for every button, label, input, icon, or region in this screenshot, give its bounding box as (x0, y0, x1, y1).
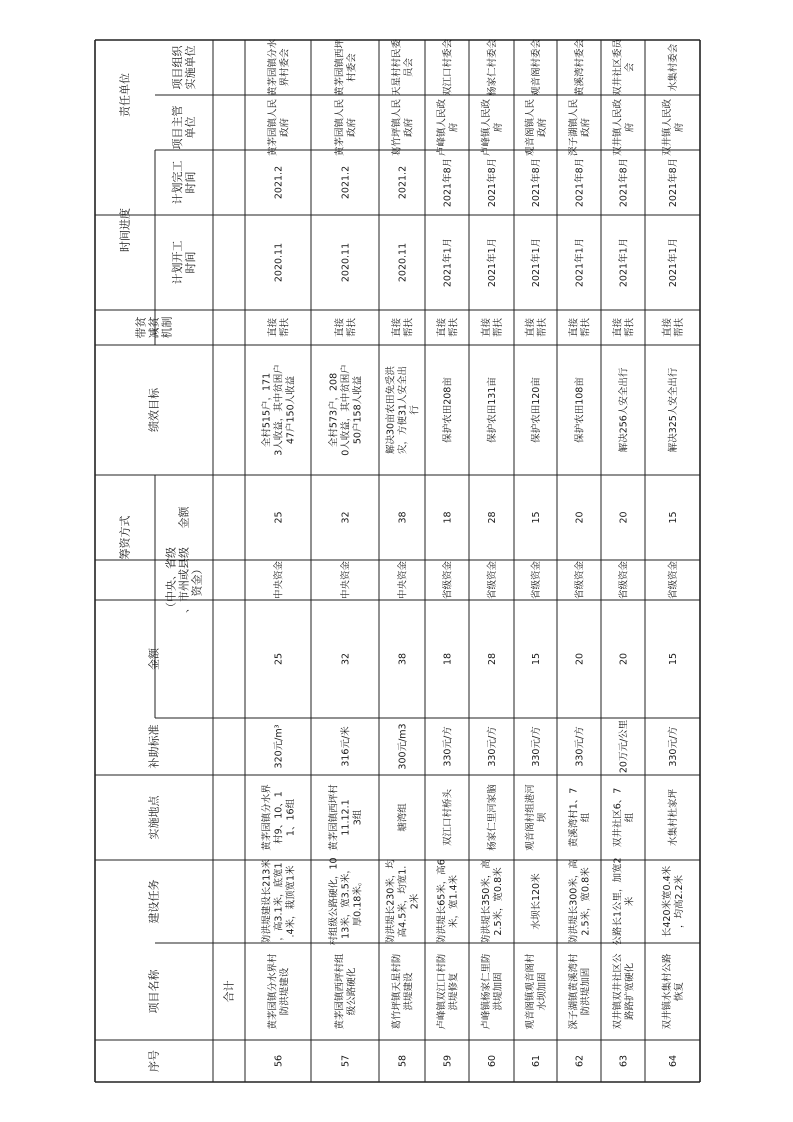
row-start: 2020.11 (273, 242, 285, 283)
row-org: 黄溪湾村委会 (574, 38, 586, 97)
row-dept: 卢峰镇人民政府 (436, 98, 460, 157)
row-target: 解决256人安全出行 (618, 367, 630, 453)
row-start: 2021年1月 (487, 237, 498, 288)
row-start: 2020.11 (397, 242, 409, 283)
row-mechanism: 直接帮扶 (662, 317, 685, 338)
row-mechanism: 直接帮扶 (334, 317, 358, 338)
row-end: 2021年8月 (574, 157, 586, 208)
header-resp-group: 责任单位 (118, 73, 132, 117)
row-amount: 25 (273, 652, 285, 666)
row-end: 2021年8月 (618, 157, 630, 208)
row-target: 保护农田131亩 (487, 377, 498, 443)
row-org: 黄茅园镇西坪村委会 (334, 38, 358, 97)
row-fund: 15 (668, 511, 679, 524)
row-source: 中央资金 (340, 560, 352, 600)
row-name: 黄茅园镇分水界村防洪堤建设 (267, 953, 291, 1030)
row-org: 黄茅园镇分水界村委会 (267, 38, 291, 97)
row-source: 省级资金 (618, 560, 630, 600)
row-name: 双井镇双井社区公路路扩宽硬化 (612, 953, 636, 1030)
row-source: 省级资金 (487, 560, 498, 600)
row-source: 省级资金 (668, 560, 679, 600)
row-amount: 15 (531, 652, 542, 666)
row-end: 2021年8月 (531, 157, 542, 208)
header-org: 项目组织实施单位 (171, 45, 197, 90)
row-mechanism: 直接帮扶 (525, 317, 548, 338)
row-standard: 316元/米 (340, 726, 352, 767)
row-target: 全村573户，2080人收益，其中贫困户50户158人收益 (328, 364, 364, 456)
row-seq: 61 (531, 1054, 542, 1068)
row-dept: 葛竹坪镇人民政府 (391, 98, 415, 157)
row-location: 黄茅园镇分水界村9、10、11、16组 (261, 784, 297, 851)
row-mechanism: 直接帮扶 (568, 317, 592, 338)
row-name: 卢峰镇双江口村防洪堤修复 (436, 953, 460, 1030)
header-funding-amount: 金额 (177, 506, 191, 529)
row-standard: 20万元/公里 (618, 719, 630, 774)
row-name: 深子湖镇黄溪湾村防洪堤加固 (568, 953, 592, 1030)
row-task: 防洪堤长300米，高2.5米，宽0.8米 (568, 859, 592, 944)
row-seq: 63 (618, 1054, 630, 1068)
header-dept: 项目主管单位 (171, 105, 197, 150)
row-location: 双井社区6、7组 (612, 787, 636, 848)
header-location: 实施地点 (147, 795, 161, 840)
header-mechanism: 带贫减贫机制 (134, 316, 174, 339)
header-time-group: 时间进度 (118, 208, 132, 252)
row-standard: 320元/m³ (273, 724, 285, 769)
row-name: 观音阁镇观音阁村水坝加固 (525, 953, 548, 1030)
row-end: 2021.2 (273, 165, 285, 200)
row-target: 保护农田120亩 (531, 377, 542, 443)
row-seq: 57 (340, 1054, 352, 1068)
header-task: 建设任务 (147, 879, 161, 924)
row-amount: 20 (618, 652, 630, 666)
row-task: 防洪堤长65米，高6米，宽1.4米 (436, 859, 460, 944)
header-seq: 序号 (147, 1050, 161, 1072)
row-source: 省级资金 (531, 560, 542, 600)
row-fund: 18 (442, 511, 454, 524)
row-mechanism: 直接帮扶 (267, 317, 291, 338)
row-start: 2021年1月 (574, 237, 586, 288)
row-location: 观音阁村组港河坝 (525, 784, 548, 851)
row-name: 黄茅园镇西坪村组级公路硬化 (334, 953, 358, 1030)
row-dept: 黄茅园镇人民政府 (267, 98, 291, 157)
row-task: 公路长1公里，加宽2米 (612, 857, 636, 946)
row-task: 防洪堤长230米，均高4.5米，均宽1.2米 (385, 859, 421, 944)
row-fund: 20 (574, 511, 586, 524)
row-end: 2021年8月 (668, 157, 679, 208)
row-org: 双井社区委员会 (612, 38, 636, 97)
row-end: 2021.2 (397, 165, 409, 200)
row-fund: 20 (618, 511, 630, 524)
row-target: 保护农田108亩 (574, 377, 586, 443)
row-mechanism: 直接帮扶 (436, 317, 460, 338)
row-mechanism: 直接帮扶 (391, 317, 415, 338)
row-end: 2021年8月 (487, 157, 498, 208)
row-seq: 59 (442, 1054, 454, 1068)
row-source: 中央资金 (273, 560, 285, 600)
row-task: 长420米宽0.4米，均高2.2米 (662, 865, 685, 938)
row-amount: 28 (487, 652, 498, 666)
row-amount: 20 (574, 652, 586, 666)
row-task: 防洪堤长350米，高2.5米，宽0.8米 (481, 859, 504, 944)
row-task: 村组级公路硬化，1013米，宽3.5米，厚0.18米。 (328, 857, 364, 946)
row-org: 双江口村委会 (442, 38, 454, 97)
row-target: 保护农田208亩 (442, 377, 454, 443)
row-target: 全村515户，1713人收益，其中贫困户47户150人收益 (261, 364, 297, 456)
row-standard: 330元/方 (574, 726, 586, 767)
row-seq: 62 (574, 1054, 586, 1068)
row-org: 天星村村民委员会 (391, 38, 415, 97)
total-label: 合计 (222, 980, 236, 1003)
row-end: 2021年8月 (442, 157, 454, 208)
row-start: 2021年1月 (668, 237, 679, 288)
header-funding-source: （中央、省级、市州或县级资金） (164, 547, 204, 613)
row-standard: 330元/方 (442, 726, 454, 767)
row-start: 2021年1月 (442, 237, 454, 288)
header-end: 计划完工时间 (171, 160, 197, 205)
row-mechanism: 直接帮扶 (481, 317, 504, 338)
row-location: 黄茅园镇西坪村11.12.13组 (328, 784, 364, 851)
row-source: 省级资金 (442, 560, 454, 600)
row-standard: 300元/m3 (397, 723, 409, 770)
row-amount: 38 (397, 652, 409, 666)
row-seq: 64 (668, 1054, 679, 1068)
row-target: 解决325人安全出行 (668, 367, 679, 453)
row-location: 水集村杜家坪 (668, 788, 679, 847)
row-target: 解决30亩农田免受洪灾，方便31人安全出行 (385, 365, 421, 455)
row-location: 塘湾组 (397, 803, 409, 832)
row-dept: 双井镇人民政府 (612, 98, 636, 157)
row-org: 观音阁村委会 (531, 38, 542, 97)
header-target: 绩效目标 (147, 388, 161, 432)
row-fund: 25 (273, 511, 285, 524)
row-task: 防洪堤建设长213米，高3.1米，底宽1.4米，栽顶宽1米 (261, 859, 297, 944)
row-amount: 18 (442, 652, 454, 666)
row-amount: 15 (668, 652, 679, 666)
row-name: 卢峰镇杨家仁里防洪堤加固 (481, 953, 504, 1030)
row-org: 杨家仁村委会 (487, 38, 498, 97)
header-standard: 补助标准 (147, 724, 161, 769)
row-amount: 32 (340, 652, 352, 666)
row-fund: 32 (340, 511, 352, 524)
row-dept: 卢峰镇人民政府 (481, 98, 504, 157)
row-standard: 330元/方 (531, 726, 542, 767)
header-start: 计划开工时间 (171, 240, 197, 285)
row-start: 2020.11 (340, 242, 352, 283)
row-dept: 深子湖镇人民政府 (568, 98, 592, 157)
row-fund: 28 (487, 511, 498, 524)
row-start: 2021年1月 (531, 237, 542, 288)
header-name: 项目名称 (147, 969, 161, 1014)
row-task: 水坝长120米 (531, 873, 542, 930)
row-location: 杨家仁里河家脑 (487, 784, 498, 851)
row-fund: 15 (531, 511, 542, 524)
row-source: 中央资金 (397, 560, 409, 600)
header-amount: 金额 (147, 648, 161, 670)
row-start: 2021年1月 (618, 237, 630, 288)
row-location: 双江口村桥头 (442, 788, 454, 847)
row-name: 葛竹坪镇天星村防洪堤建设 (391, 953, 415, 1030)
row-name: 双井镇水集村公路恢复 (662, 953, 685, 1030)
row-dept: 黄茅园镇人民政府 (334, 98, 358, 157)
header-funding-group: 筹资方式 (118, 515, 132, 560)
row-end: 2021.2 (340, 165, 352, 200)
row-org: 水集村委会 (668, 43, 679, 92)
row-source: 省级资金 (574, 560, 586, 600)
row-seq: 56 (273, 1054, 285, 1068)
row-fund: 38 (397, 511, 409, 524)
row-location: 黄溪湾村1、7组 (568, 787, 592, 848)
table-cells (118, 38, 686, 1072)
row-standard: 330元/方 (487, 726, 498, 767)
row-seq: 60 (487, 1054, 498, 1068)
row-dept: 双井镇人民政府 (662, 98, 685, 157)
row-dept: 观音阁镇人民政府 (525, 98, 548, 157)
row-mechanism: 直接帮扶 (612, 317, 636, 338)
row-seq: 58 (397, 1054, 409, 1068)
row-standard: 330元/方 (668, 726, 679, 767)
